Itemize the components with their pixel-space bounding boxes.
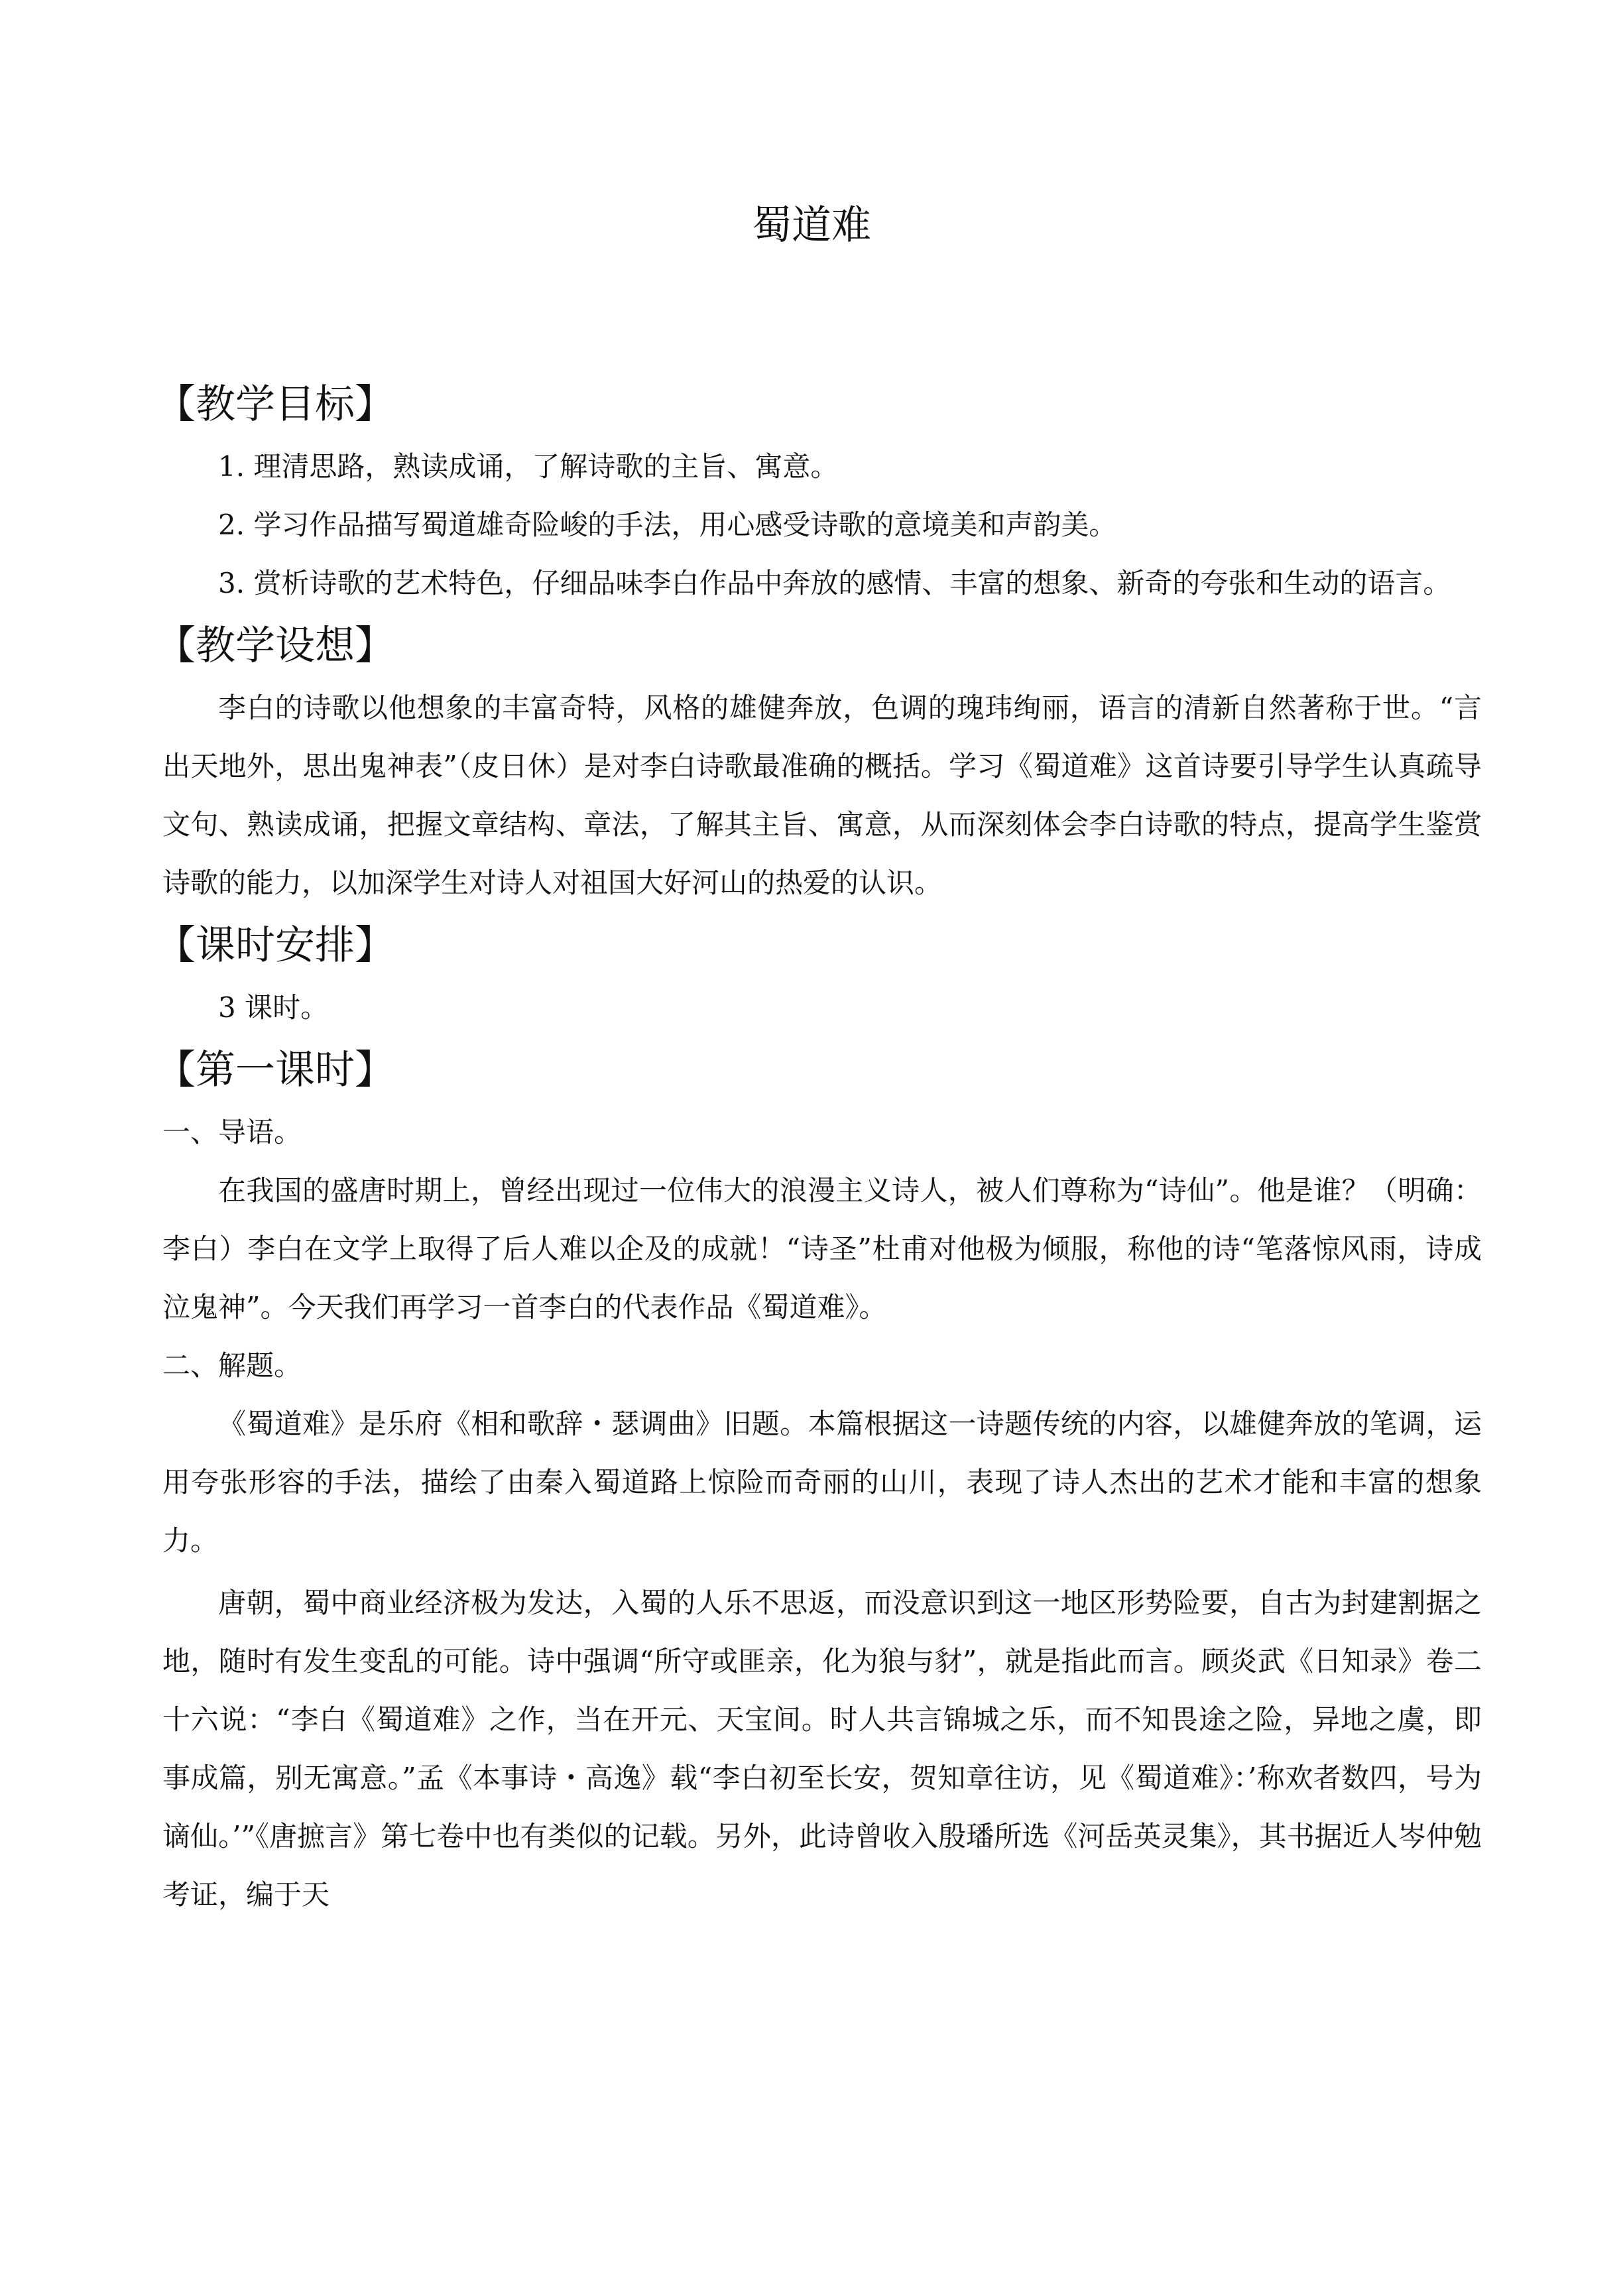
schedule-text: 3 课时。	[218, 991, 329, 1024]
lesson1-heading: 【第一课时】	[156, 1047, 394, 1093]
concept-heading: 【教学设想】	[156, 623, 394, 669]
objectives-heading: 【教学目标】	[156, 381, 394, 428]
objective-item-2: 2. 学习作品描写蜀道雄奇险峻的手法，用心感受诗歌的意境美和声韵美。	[218, 509, 1117, 541]
document-title: 蜀道难	[752, 202, 871, 249]
intro-paragraph: 在我国的盛唐时期上，曾经出现过一位伟大的浪漫主义诗人，被人们尊称为“诗仙”。他是谁？（明确：李白）李白在文学上取得了后人难以企及的成就！“诗圣”杜甫对他极为倾服，称他的诗“笔落惊风雨，诗成泣鬼神”。今天我们再学习一首李白的代表作品《蜀道难》。	[162, 1174, 1482, 1323]
intro-title: 一、导语。	[162, 1116, 302, 1148]
objective-item-1: 1. 理清思路，熟读成诵，了解诗歌的主旨、寓意。	[218, 450, 839, 483]
objective-item-3: 3. 赏析诗歌的艺术特色，仔细品味李白作品中奔放的感情、丰富的想象、新奇的夸张和生动的语言。	[218, 567, 1451, 599]
explain-paragraph-2: 唐朝，蜀中商业经济极为发达，入蜀的人乐不思返，而没意识到这一地区形势险要，自古为封建割据之地，随时有发生变乱的可能。诗中强调“所守或匪亲，化为狼与豺”，就是指此而言。顾炎武《日知录》卷二十六说：“李白《蜀道难》之作，当在开元、天宝间。时人共言锦城之乐，而不知畏途之险，异地之虞，即事成篇，别无寓意。”孟《本事诗・高逸》载“李白初至长安，贺知章往访，见《蜀道难》：’称欢者数四，号为谪仙。’”《唐摭言》第七卷中也有类似的记载。另外，此诗曾收入殷璠所选《河岳英灵集》，其书据近人岑仲勉考证，编于天	[162, 1587, 1482, 1911]
schedule-heading: 【课时安排】	[156, 922, 394, 969]
explain-title: 二、解题。	[162, 1349, 302, 1382]
concept-paragraph: 李白的诗歌以他想象的丰富奇特，风格的雄健奔放，色调的瑰玮绚丽，语言的清新自然著称于世。“言出天地外，思出鬼神表”（皮日休）是对李白诗歌最准确的概括。学习《蜀道难》这首诗要引导学生认真疏导文句、熟读成诵，把握文章结构、章法，了解其主旨、寓意，从而深刻体会李白诗歌的特点，提高学生鉴赏诗歌的能力，以加深学生对诗人对祖国大好河山的热爱的认识。	[162, 692, 1482, 899]
document-body	[156, 371, 1482, 1924]
explain-paragraph-1: 《蜀道难》是乐府《相和歌辞・瑟调曲》旧题。本篇根据这一诗题传统的内容，以雄健奔放的笔调，运用夸张形容的手法，描绘了由秦入蜀道路上惊险而奇丽的山川，表现了诗人杰出的艺术才能和丰富的想象力。	[162, 1408, 1482, 1557]
